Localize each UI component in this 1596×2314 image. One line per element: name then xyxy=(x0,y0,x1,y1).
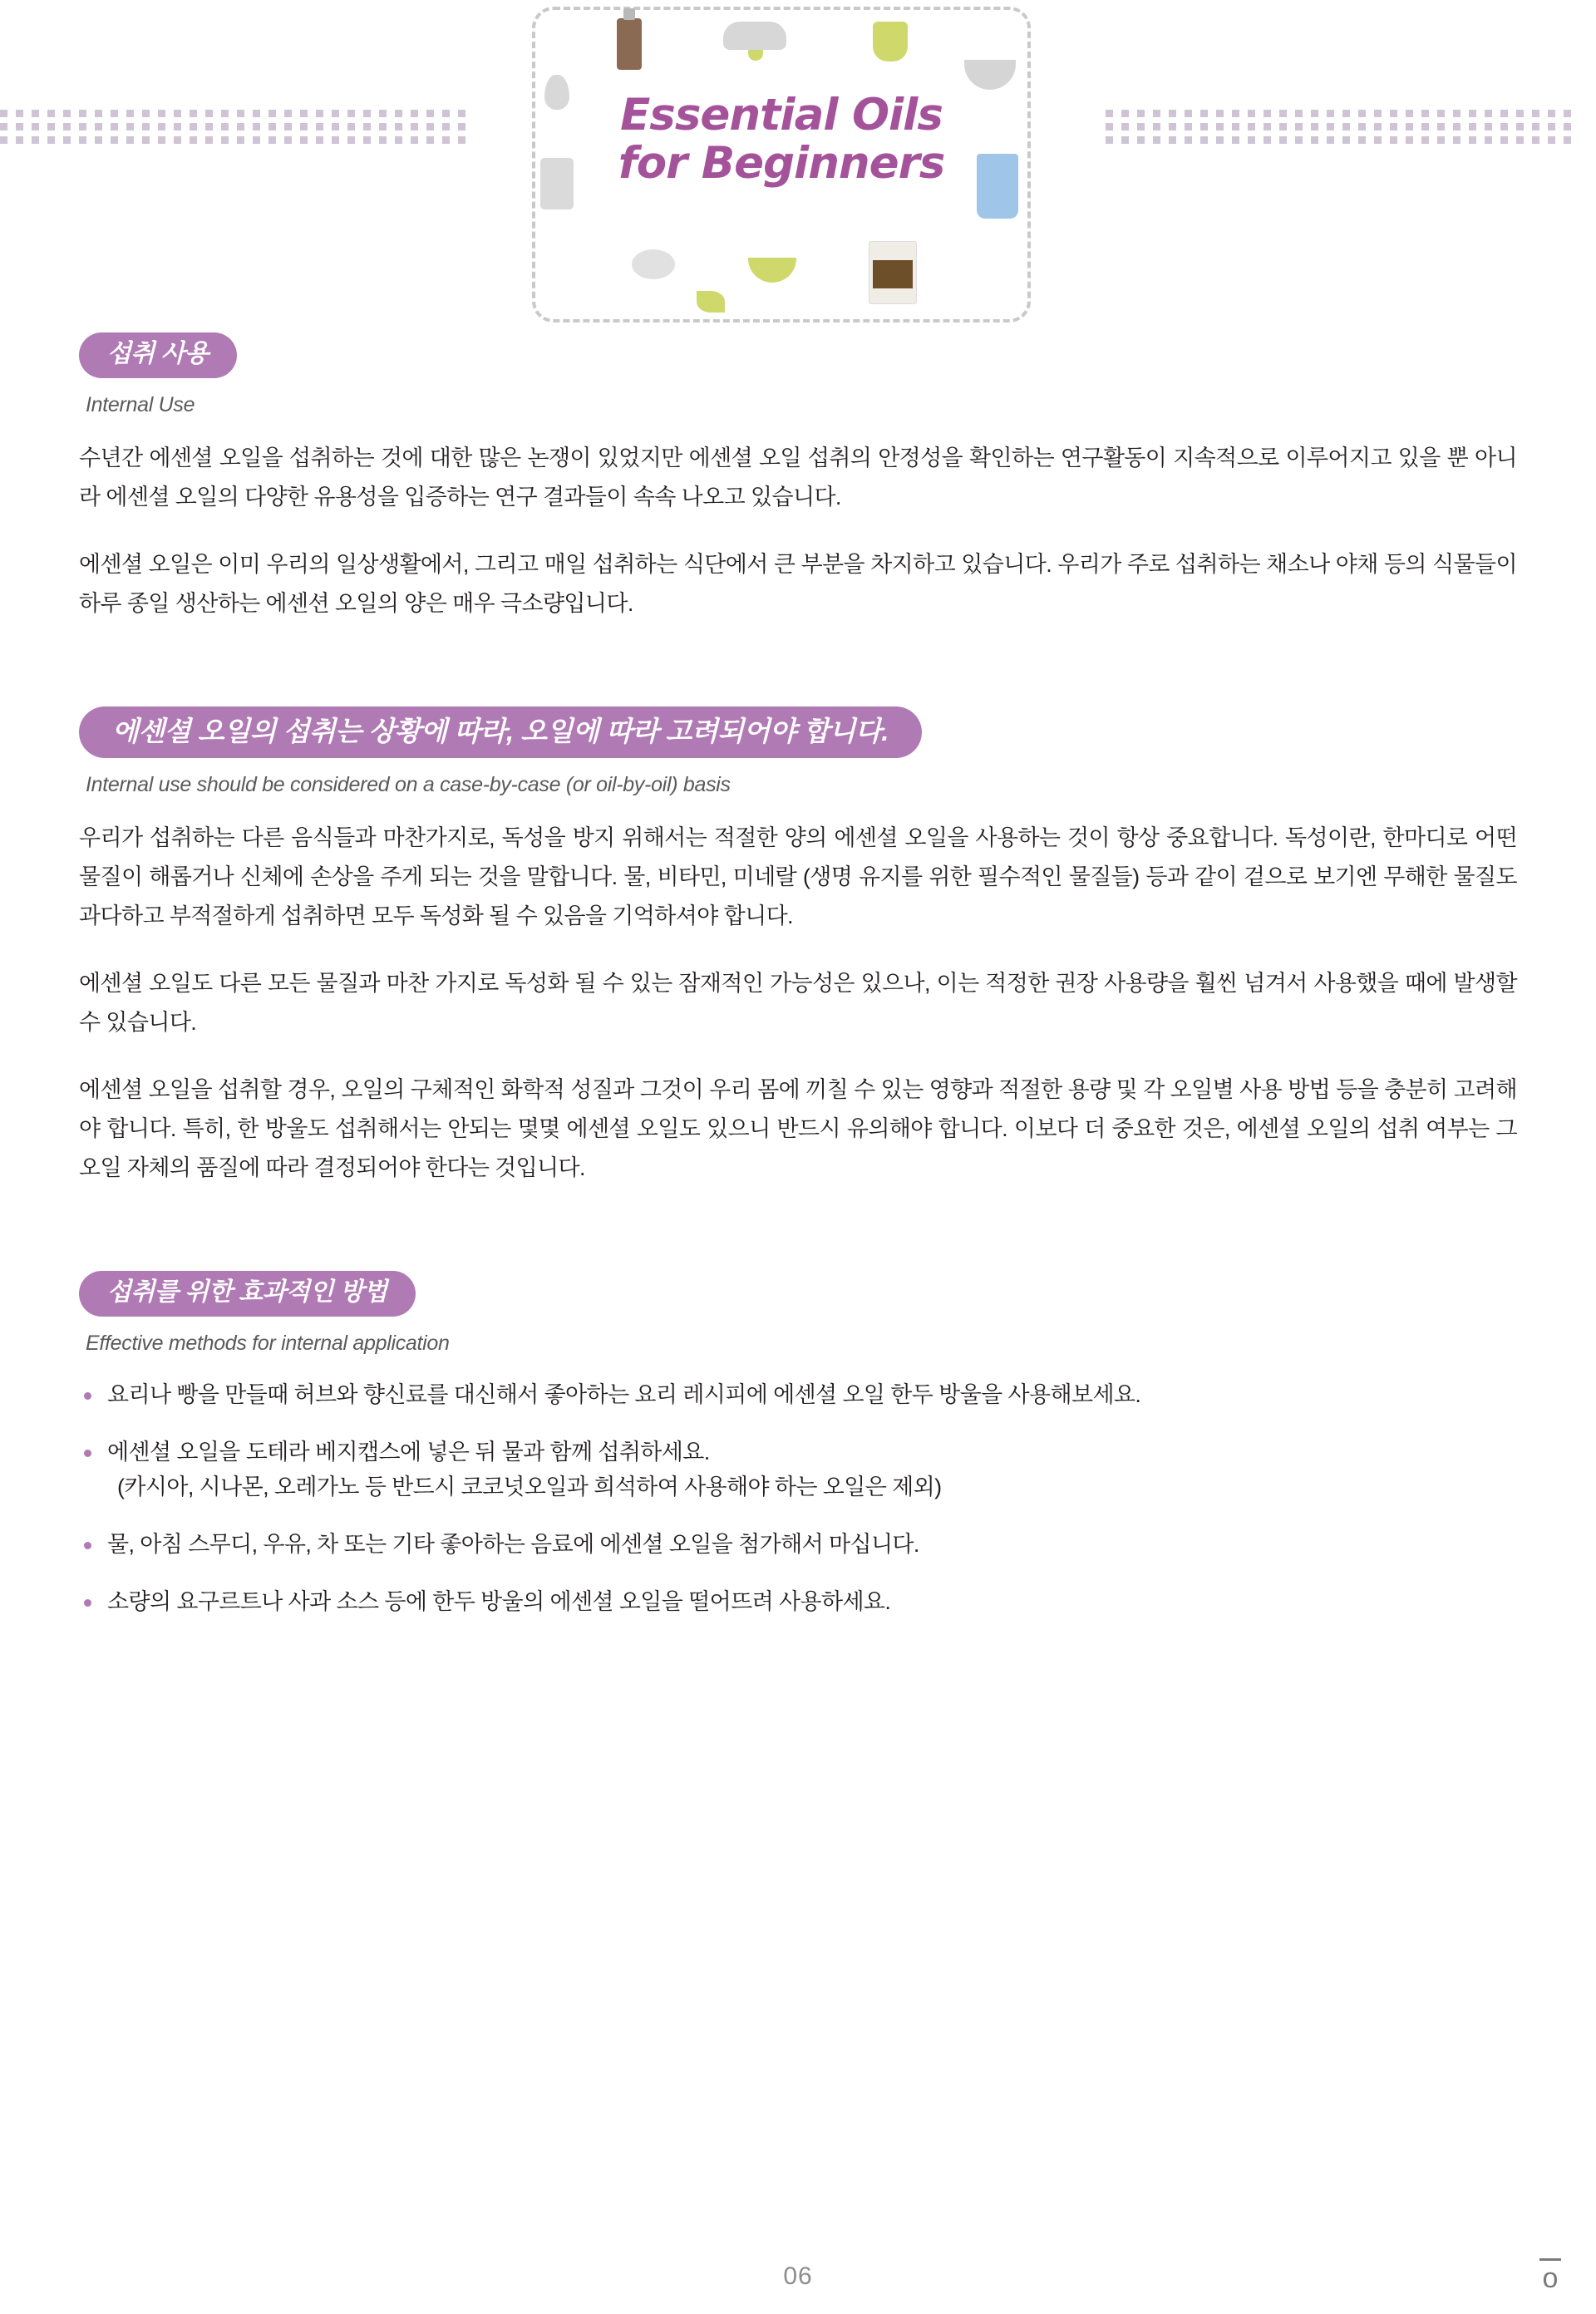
edge-mark xyxy=(1538,2258,1563,2294)
section-heading-ko: 에센셜 오일의 섭취는 상황에 따라, 오일에 따라 고려되어야 합니다. xyxy=(79,707,922,758)
cup-icon xyxy=(873,22,908,62)
hand-icon xyxy=(723,22,786,50)
logo-line-2: for Beginners xyxy=(618,138,945,189)
document-content xyxy=(0,332,1596,1619)
spacer xyxy=(79,670,1517,707)
section-internal-use xyxy=(79,332,1517,623)
page-number: 06 xyxy=(783,2262,813,2290)
section-case-by-case xyxy=(79,707,1517,1188)
flower-icon xyxy=(632,249,675,279)
page-header xyxy=(0,0,1596,332)
paragraph: 에센셜 오일은 이미 우리의 일상생활에서, 그리고 매일 섭취하는 식단에서 큰 부분을 차지하고 있습니다. 우리가 주로 섭취하는 채소나 야채 등의 식물들이 하루 종일 생산하는 에센션 오일의 양은 매우 극소량입니다. xyxy=(79,552,1517,616)
dot-pattern-left xyxy=(0,110,490,145)
list-item-text: 물, 아침 스무디, 우유, 차 또는 기타 좋아하는 음료에 에센셜 오일을 첨가해서 마십니다. xyxy=(107,1532,919,1557)
edge-mark-label: o xyxy=(1542,2262,1559,2294)
oil-bottle-icon xyxy=(617,18,642,70)
logo-line-1: Essential Oils xyxy=(620,90,943,140)
paragraph: 에센셜 오일을 섭취할 경우, 오일의 구체적인 화학적 성질과 그것이 우리 몸에 끼칠 수 있는 영향과 적절한 용량 및 각 오일별 사용 방법 등을 충분히 고려해야 합니다. 특히, 한 방울도 섭취해서는 안되는 몇몇 에센셜 오일도 있으니 반드시 유의해야 합니다. 이보다 더 중요한 것은, 에센셜 오일의 섭취 여부는 그 오일 자체의 품질에 따라 결정되어야 한다는 것입니다. xyxy=(79,1077,1517,1180)
dot-pattern-right xyxy=(1106,110,1596,145)
bullet-list xyxy=(79,1377,1517,1619)
list-item-text: 소량의 요구르트나 사과 소스 등에 한두 방울의 에센셜 오일을 떨어뜨려 사용하세요. xyxy=(107,1589,891,1614)
section-heading-ko: 섭취를 위한 효과적인 방법 xyxy=(79,1271,416,1317)
paragraph: 우리가 섭취하는 다른 음식들과 마찬가지로, 독성을 방지 위해서는 적절한 양의 에센셜 오일을 사용하는 것이 항상 중요합니다. 독성이란, 한마디로 어떤 물질이 해롭거나 신체에 손상을 주게 되는 것을 말합니다. 물, 비타민, 미네랄 (생명 유지를 위한 필수적인 물질들) 등과 같이 겉으로 보기엔 무해한 물질도 과다하고 부적절하게 섭취하면 모두 독성화 될 수 있음을 기억하셔야 합니다. xyxy=(79,825,1517,928)
paragraph: 수년간 에센셜 오일을 섭취하는 것에 대한 많은 논쟁이 있었지만 에센셜 오일 섭취의 안정성을 확인하는 연구활동이 지속적으로 이루어지고 있을 뿐 아니라 에센셜 오일의 다양한 유용성을 입증하는 연구 결과들이 속속 나오고 있습니다. xyxy=(79,446,1517,510)
spacer xyxy=(79,1234,1517,1271)
supplement-box-icon xyxy=(869,241,917,304)
list-item-text: 요리나 빵을 만들때 허브와 향신료를 대신해서 좋아하는 요리 레시피에 에센셜 오일 한두 방울을 사용해보세요. xyxy=(107,1382,1141,1407)
list-item-subtext: (카시아, 시나몬, 오레가노 등 반드시 코코넛오일과 희석하여 사용해야 하는 오일은 제외) xyxy=(117,1475,942,1499)
list-item xyxy=(79,1527,1517,1562)
edge-mark-bar xyxy=(1539,2258,1561,2261)
page-title xyxy=(549,91,1014,188)
list-item-text: 에센셜 오일을 도테라 베지캡스에 넣은 뒤 물과 함께 섭취하세요. xyxy=(107,1440,710,1465)
list-item xyxy=(79,1435,1517,1504)
page-footer xyxy=(0,2262,1596,2294)
leaf-icon xyxy=(697,291,725,313)
list-item xyxy=(79,1377,1517,1412)
section-heading-en: Effective methods for internal application xyxy=(86,1332,450,1355)
section-heading-ko: 섭취 사용 xyxy=(79,332,237,378)
list-item xyxy=(79,1584,1517,1619)
paragraph: 에센셜 오일도 다른 모든 물질과 마찬 가지로 독성화 될 수 있는 잠재적인 가능성은 있으나, 이는 적정한 권장 사용량을 훨씬 넘겨서 사용했을 때에 발생할 수 있습니다. xyxy=(79,971,1517,1035)
section-heading-en: Internal Use xyxy=(86,393,195,416)
section-effective-methods xyxy=(79,1271,1517,1619)
section-heading-en: Internal use should be considered on a case-by-case (or oil-by-oil) basis xyxy=(86,773,731,796)
